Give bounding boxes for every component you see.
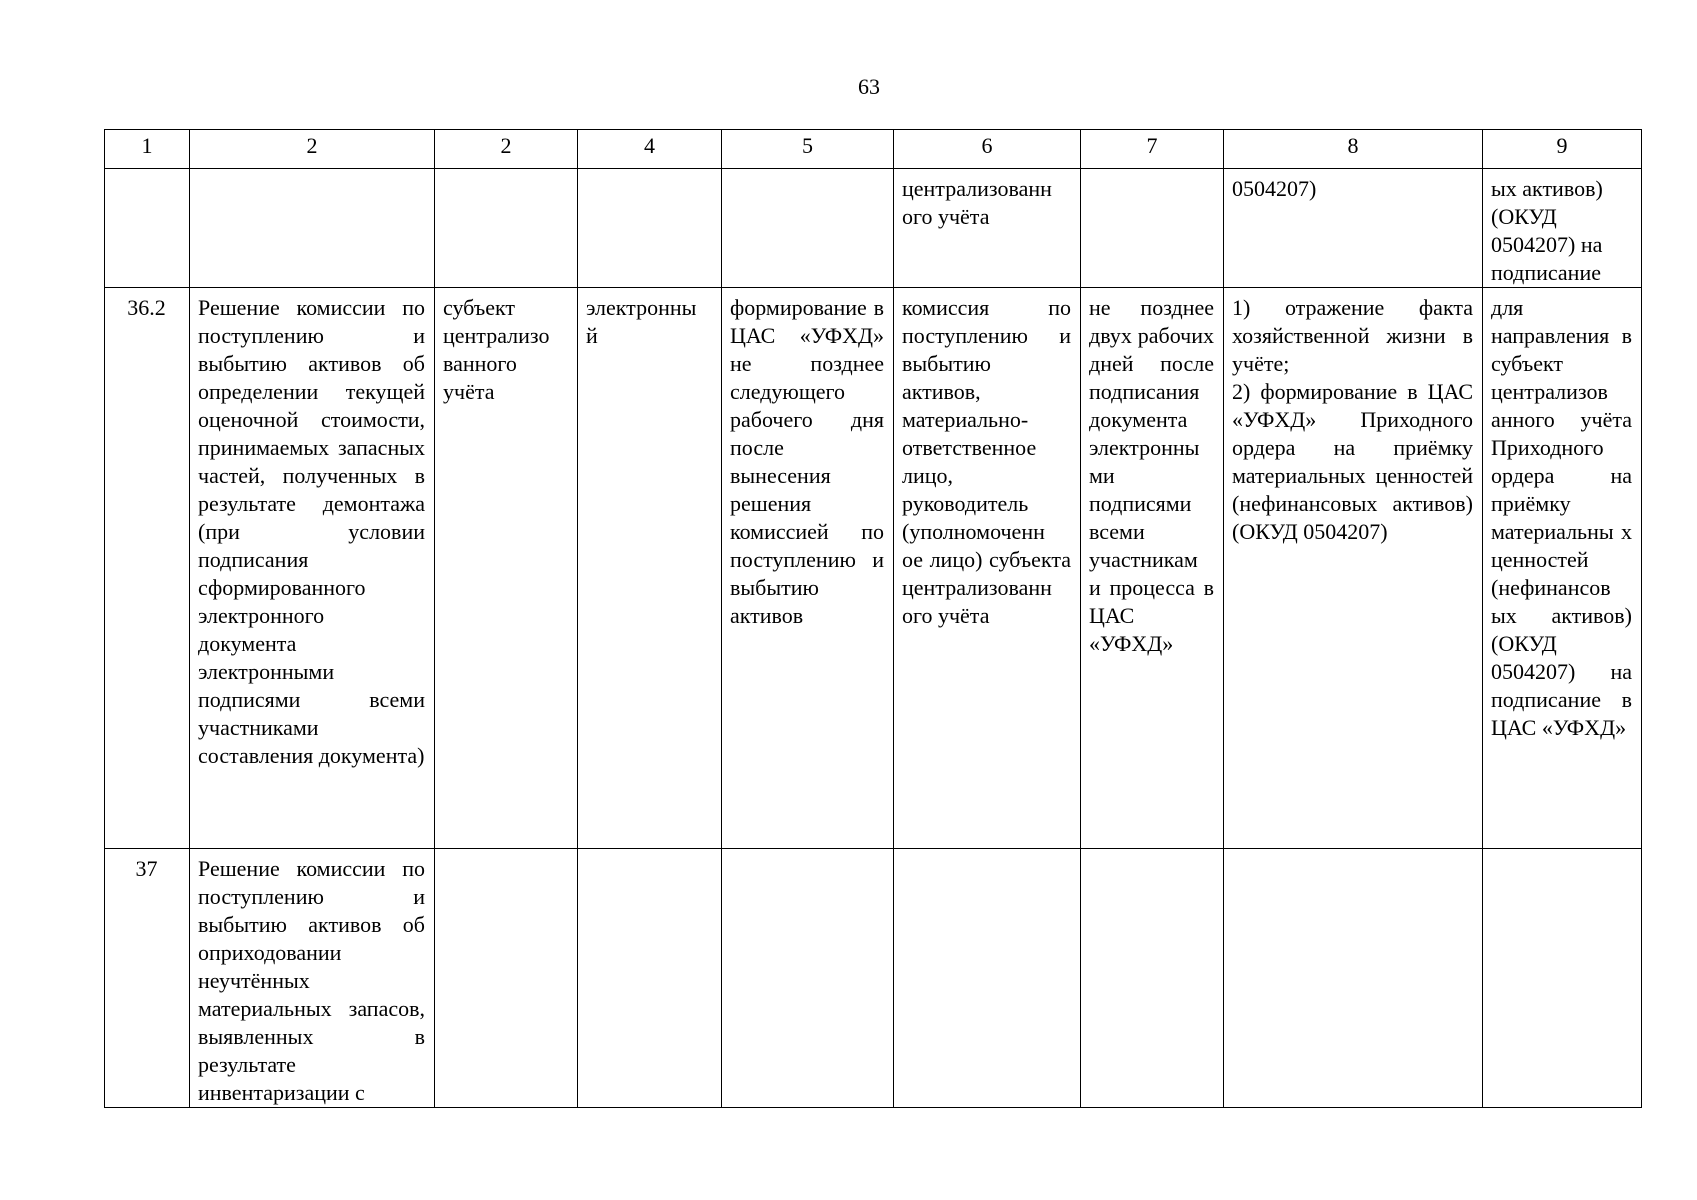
table-cell: формирование в ЦАС «УФХД» не позднее следующего рабочего дня после вынесения решения комиссией по поступлению и выбытию активов	[722, 288, 894, 849]
header-cell: 9	[1483, 130, 1642, 169]
header-cell: 2	[435, 130, 578, 169]
table-cell	[894, 849, 1081, 1108]
table-cell: 1) отражение факта хозяйственной жизни в учёте; 2) формирование в ЦАС «УФХД» Приходного ордера на приёмку материальных ценностей (нефинансовых активов) (ОКУД 0504207)	[1224, 288, 1483, 849]
table-row	[105, 849, 1642, 1108]
table-cell	[435, 169, 578, 288]
header-cell: 7	[1081, 130, 1224, 169]
document-table	[104, 129, 1642, 1108]
table-cell	[578, 169, 722, 288]
header-cell: 1	[105, 130, 190, 169]
table-cell: ых активов) (ОКУД 0504207) на подписание	[1483, 169, 1642, 288]
table-cell: субъект централизо ванного учёта	[435, 288, 578, 849]
table-cell: электронны й	[578, 288, 722, 849]
table-cell: 0504207)	[1224, 169, 1483, 288]
header-cell: 4	[578, 130, 722, 169]
table-row	[105, 288, 1642, 849]
table-cell: комиссия по поступлению и выбытию активов, материально-ответственное лицо, руководитель (уполномоченн ое лицо) субъекта централизованн ого учёта	[894, 288, 1081, 849]
table-cell: 36.2	[105, 288, 190, 849]
table-cell	[1483, 849, 1642, 1108]
header-cell: 5	[722, 130, 894, 169]
header-cell: 2	[190, 130, 435, 169]
table-cell	[722, 849, 894, 1108]
table-cell	[578, 849, 722, 1108]
header-cell: 8	[1224, 130, 1483, 169]
table-cell	[1081, 849, 1224, 1108]
table-cell: не позднее двух рабочих дней после подписания документа электронны ми подписями всеми участникам и процесса в ЦАС «УФХД»	[1081, 288, 1224, 849]
table-cell: для направления в субъект централизов анного учёта Приходного ордера на приёмку материальны х ценностей (нефинансов ых активов) (ОКУД 0504207) на подписание в ЦАС «УФХД»	[1483, 288, 1642, 849]
table-cell	[722, 169, 894, 288]
table-cell: централизованн ого учёта	[894, 169, 1081, 288]
header-cell: 6	[894, 130, 1081, 169]
table-cell	[1081, 169, 1224, 288]
table-row	[105, 169, 1642, 288]
table-header-row	[105, 130, 1642, 169]
table-cell	[1224, 849, 1483, 1108]
page-number: 63	[858, 74, 880, 99]
table-cell: Решение комиссии по поступлению и выбытию активов об оприходовании неучтённых материальных запасов, выявленных в результате инвентаризации с	[190, 849, 435, 1108]
table-cell	[435, 849, 578, 1108]
table-cell	[190, 169, 435, 288]
table-cell: Решение комиссии по поступлению и выбытию активов об определении текущей оценочной стоимости, принимаемых запасных частей, полученных в результате демонтажа (при условии подписания сформированного электронного документа электронными подписями всеми участниками составления документа)	[190, 288, 435, 849]
table-cell	[105, 169, 190, 288]
table-cell: 37	[105, 849, 190, 1108]
